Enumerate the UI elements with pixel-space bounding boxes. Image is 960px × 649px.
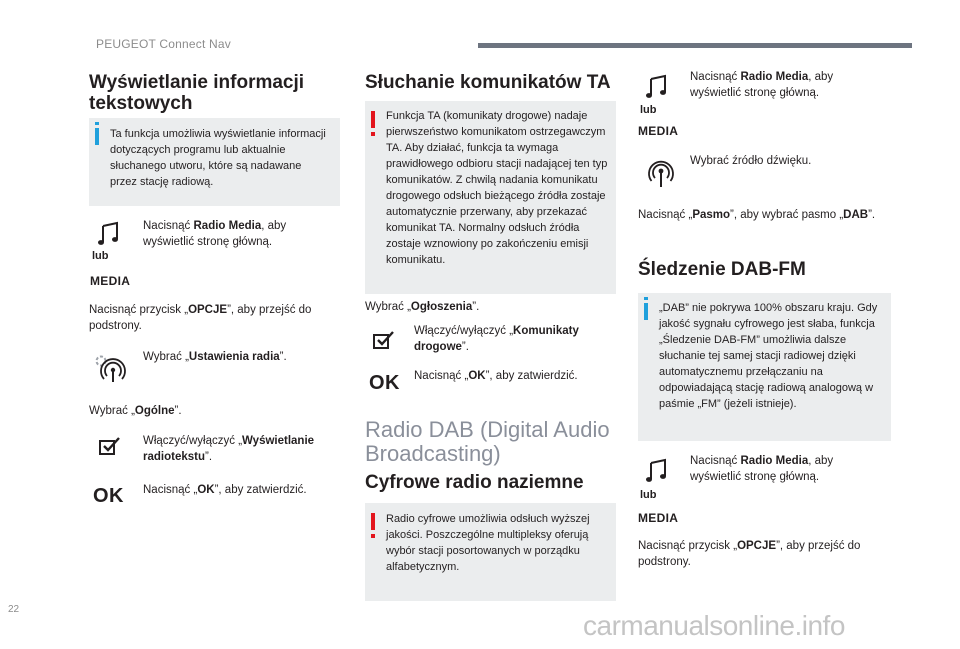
warning-box-dab (365, 503, 616, 601)
icon-label-lub: lub (92, 250, 109, 262)
icon-label-media: MEDIA (638, 124, 679, 138)
icon-label-media: MEDIA (90, 274, 131, 288)
header-title: PEUGEOT Connect Nav (96, 37, 231, 51)
info-box-dab-fm (638, 293, 891, 441)
radio-settings-icon (93, 352, 127, 384)
icon-label-media: MEDIA (638, 511, 679, 525)
info-icon (95, 128, 99, 145)
radio-source-icon (645, 158, 677, 190)
music-note-icon (645, 458, 669, 484)
ok-icon: OK (369, 372, 400, 394)
info-text-dab-fm: „DAB” nie pokrywa 100% obszaru kraju. Gdy jakość sygnału cyfrowego jest słaba, funkcja „Śledzenie DAB-FM” umożliwia dalsze słuchanie tej samej stacji radiowej dzięki automatycznemu przełączaniu na odpowiadającą stację radiową analogową w paśmie „FM” (jeżeli istnieje). (659, 302, 878, 410)
heading-ta: Słuchanie komunikatów TA (365, 72, 611, 93)
section-title-dab: Radio DAB (Digital Audio Broadcasting) (365, 417, 610, 466)
info-box (89, 118, 340, 206)
watermark: carmanualsonline.info (583, 610, 845, 641)
header-bar (478, 43, 912, 48)
paragraph-options: Nacisnąć przycisk „OPCJE”, aby przejść do podstrony. (638, 540, 861, 568)
heading-text-info: Wyświetlanie informacji tekstowych (89, 72, 305, 114)
step-radio-media: Nacisnąć Radio Media, aby wyświetlić stronę główną. (690, 455, 834, 483)
step-select-source: Wybrać źródło dźwięku. (690, 155, 812, 167)
warning-icon (371, 111, 375, 128)
step-toggle-radiotext: Włączyć/wyłączyć „Wyświetlanie radiotekstu”. (143, 435, 315, 463)
checkbox-check-icon (373, 330, 395, 350)
paragraph-band: Nacisnąć „Pasmo”, aby wybrać pasmo „DAB”. (638, 209, 876, 221)
step-radio-media: Nacisnąć Radio Media, aby wyświetlić stronę główną. (690, 71, 834, 99)
icon-label-lub: lub (640, 489, 657, 501)
info-text: Ta funkcja umożliwia wyświetlanie informacji dotyczących programu lub aktualnie słuchanego utworu, które są nadawane przez stację radiową. (110, 128, 326, 188)
step-toggle-traffic: Włączyć/wyłączyć „Komunikaty drogowe”. (414, 325, 579, 353)
icon-label-lub: lub (640, 104, 657, 116)
step-confirm-ok: Nacisnąć „OK”, aby zatwierdzić. (414, 370, 578, 382)
step-confirm-ok: Nacisnąć „OK”, aby zatwierdzić. (143, 484, 307, 496)
info-icon (644, 303, 648, 320)
warning-box-ta (365, 101, 616, 294)
warning-icon (371, 513, 375, 530)
warning-text-dab: Radio cyfrowe umożliwia odsłuch wyższej jakości. Poszczególne multipleksy oferują wybór stacji posortowanych w porządku alfabetycznym. (386, 513, 590, 573)
checkbox-check-icon (99, 436, 121, 456)
music-note-icon (97, 221, 121, 247)
ok-icon: OK (93, 485, 124, 507)
page-number: 22 (8, 604, 20, 615)
warning-text-ta: Funkcja TA (komunikaty drogowe) nadaje pierwszeństwo komunikatom ostrzegawczym TA. Aby działać, funkcja ta wymaga prawidłowego odbioru stacji nadającej ten typ komunikatów. Z chwilą nadania komunikatu drogowego odsłuch bieżącego źródła zostaje automatycznie przerwany, aby przekazać komunikat TA. Normalny odsłuch źródła zostaje wznowiony po zakończeniu emisji komunikatu. (386, 110, 608, 266)
step-radio-settings: Wybrać „Ustawienia radia”. (143, 351, 287, 363)
heading-dab-fm: Śledzenie DAB-FM (638, 259, 806, 280)
paragraph-general: Wybrać „Ogólne”. (89, 405, 182, 417)
paragraph-announcements: Wybrać „Ogłoszenia”. (365, 301, 480, 313)
paragraph-options: Nacisnąć przycisk „OPCJE”, aby przejść do podstrony. (89, 304, 312, 332)
music-note-icon (645, 74, 669, 100)
step-radio-media: Nacisnąć Radio Media, aby wyświetlić stronę główną. (143, 220, 287, 248)
subheading-digital-radio: Cyfrowe radio naziemne (365, 472, 584, 493)
